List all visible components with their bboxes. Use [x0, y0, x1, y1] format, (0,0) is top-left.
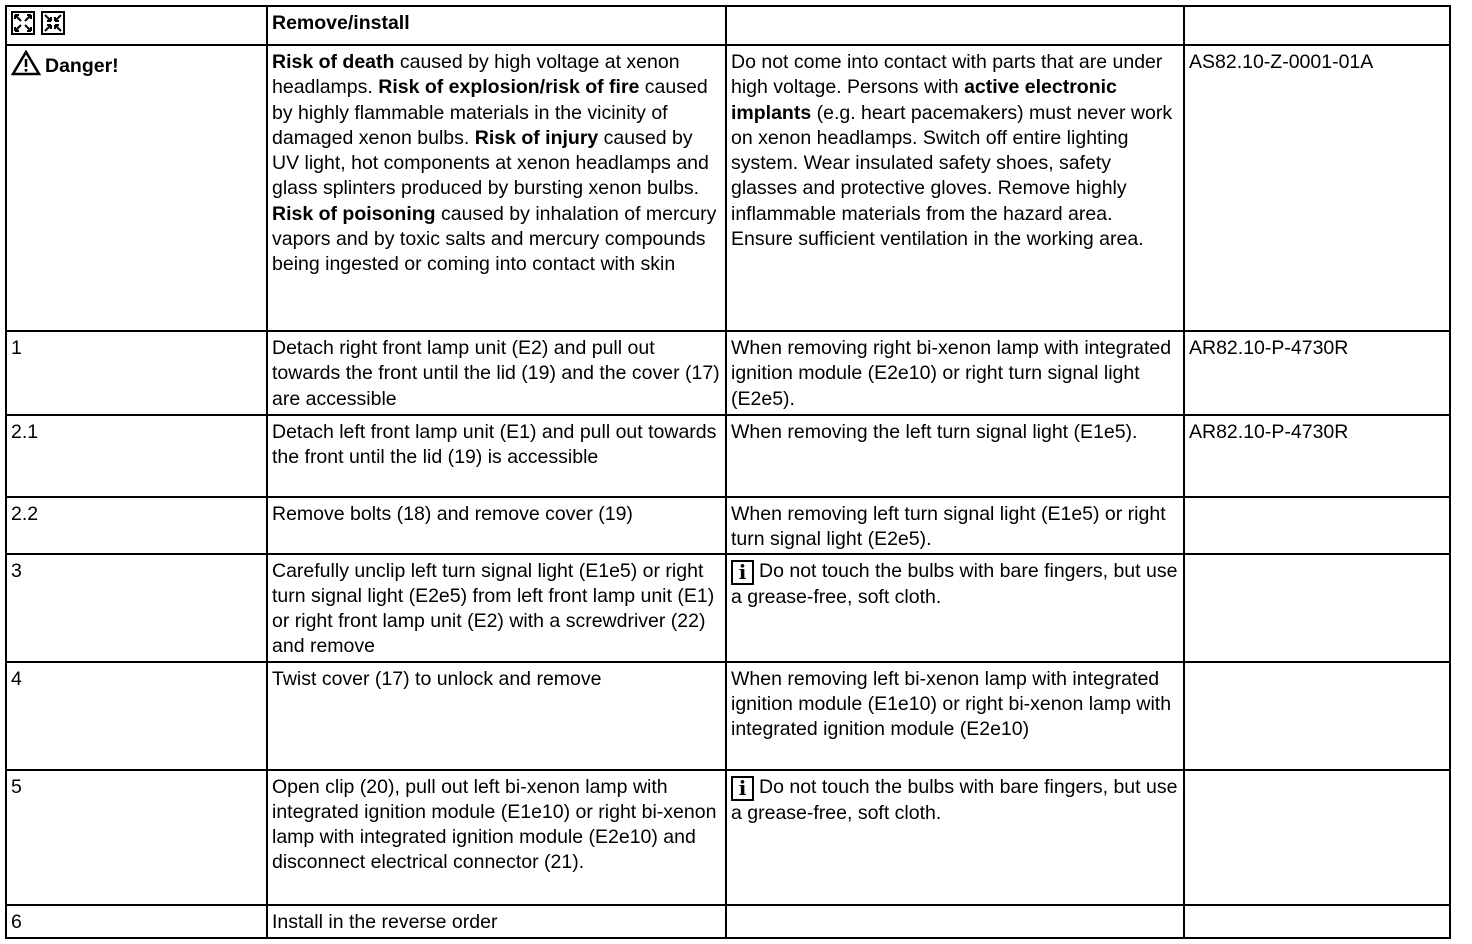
step-text: Open clip (20), pull out left bi-xenon lamp with integrated ignition module (E1e10) or right bi-xenon lamp with integrated ignition module (E2e10) and disconnect electrical connector (21). — [267, 770, 726, 905]
danger-row — [6, 45, 1450, 331]
step-text: Install in the reverse order — [267, 905, 726, 938]
step-ref: AR82.10-P-4730R — [1184, 415, 1450, 497]
step-ref — [1184, 770, 1450, 905]
expand-arrows-icon — [11, 11, 35, 35]
step-note-cell — [726, 770, 1184, 905]
step-row — [6, 905, 1450, 938]
header-row — [6, 6, 1450, 45]
step-ref — [1184, 497, 1450, 554]
step-number: 2.2 — [6, 497, 267, 554]
step-note — [726, 905, 1184, 938]
danger-ref-cell — [1184, 45, 1450, 331]
danger-label-cell — [6, 45, 267, 331]
risk-poisoning: Risk of poisoning caused by inhalation of mercury vapors and by toxic salts and mercury compounds being ingested or coming into contact with skin — [272, 202, 717, 276]
danger-risks-cell — [267, 45, 726, 331]
step-ref — [1184, 905, 1450, 938]
step-note: When removing left turn signal light (E1e5) or right turn signal light (E2e5). — [726, 497, 1184, 554]
step-row — [6, 770, 1450, 905]
step-text: Detach left front lamp unit (E1) and pull out towards the front until the lid (19) is accessible — [267, 415, 726, 497]
danger-measures-cell: Do not come into contact with parts that are under high voltage. Persons with active electronic implants (e.g. heart pacemakers) must never work on xenon headlamps. Switch off entire lighting system. Wear insulated safety shoes, safety glasses and protective gloves. Remove highly inflammable materials from the hazard area. Ensure sufficient ventilation in the working area. — [726, 45, 1184, 331]
step-note: When removing the left turn signal light (E1e5). — [726, 415, 1184, 497]
step-ref — [1184, 662, 1450, 770]
header-empty-cell — [726, 6, 1184, 45]
step-note: When removing right bi-xenon lamp with integrated ignition module (E2e10) or right turn signal light (E2e5). — [726, 331, 1184, 415]
danger-reference: AS82.10-Z-0001-01A — [1189, 51, 1374, 73]
header-icons-cell — [6, 6, 267, 45]
risk-injury: Risk of injury caused by UV light, hot components at xenon headlamps and glass splinters produced by bursting xenon bulbs. — [272, 126, 709, 200]
collapse-arrows-icon — [41, 11, 65, 35]
step-row — [6, 554, 1450, 662]
step-row — [6, 415, 1450, 497]
info-icon: i — [731, 560, 754, 585]
step-note: When removing left bi-xenon lamp with integrated ignition module (E1e10) or right bi-xenon lamp with integrated ignition module (E2e10) — [726, 662, 1184, 770]
step-number: 6 — [6, 905, 267, 938]
info-icon: i — [731, 776, 754, 801]
step-text: Twist cover (17) to unlock and remove — [267, 662, 726, 770]
step-row — [6, 662, 1450, 770]
procedure-table — [5, 5, 1451, 939]
header-title-cell — [267, 6, 726, 45]
step-ref — [1184, 554, 1450, 662]
page-title: Remove/install — [272, 12, 410, 34]
step-number: 3 — [6, 554, 267, 662]
risk-explosion: Risk of explosion/risk of fire caused by highly flammable materials in the vicinity of damaged xenon bulbs. — [272, 76, 708, 149]
step-text: Carefully unclip left turn signal light (E1e5) or right turn signal light (E2e5) from left front lamp unit (E1) or right front lamp unit (E2) with a screwdriver (22) and remove — [267, 554, 726, 662]
step-number: 1 — [6, 331, 267, 415]
step-number: 4 — [6, 662, 267, 770]
step-text: Remove bolts (18) and remove cover (19) — [267, 497, 726, 554]
danger-label: Danger! — [45, 55, 119, 77]
step-note: Do not touch the bulbs with bare fingers, but use a grease-free, soft cloth. — [731, 775, 1178, 824]
risk-death: Risk of death caused by high voltage at xenon headlamps. — [272, 51, 680, 99]
step-ref: AR82.10-P-4730R — [1184, 331, 1450, 415]
step-note: Do not touch the bulbs with bare fingers, but use a grease-free, soft cloth. — [731, 559, 1178, 608]
procedure-table-wrapper — [5, 5, 1451, 939]
step-row — [6, 497, 1450, 554]
step-row — [6, 331, 1450, 415]
step-number: 5 — [6, 770, 267, 905]
step-number: 2.1 — [6, 415, 267, 497]
step-note-cell — [726, 554, 1184, 662]
warning-triangle-icon — [11, 50, 41, 76]
header-ref-cell — [1184, 6, 1450, 45]
step-text: Detach right front lamp unit (E2) and pull out towards the front until the lid (19) and the cover (17) are accessible — [267, 331, 726, 415]
